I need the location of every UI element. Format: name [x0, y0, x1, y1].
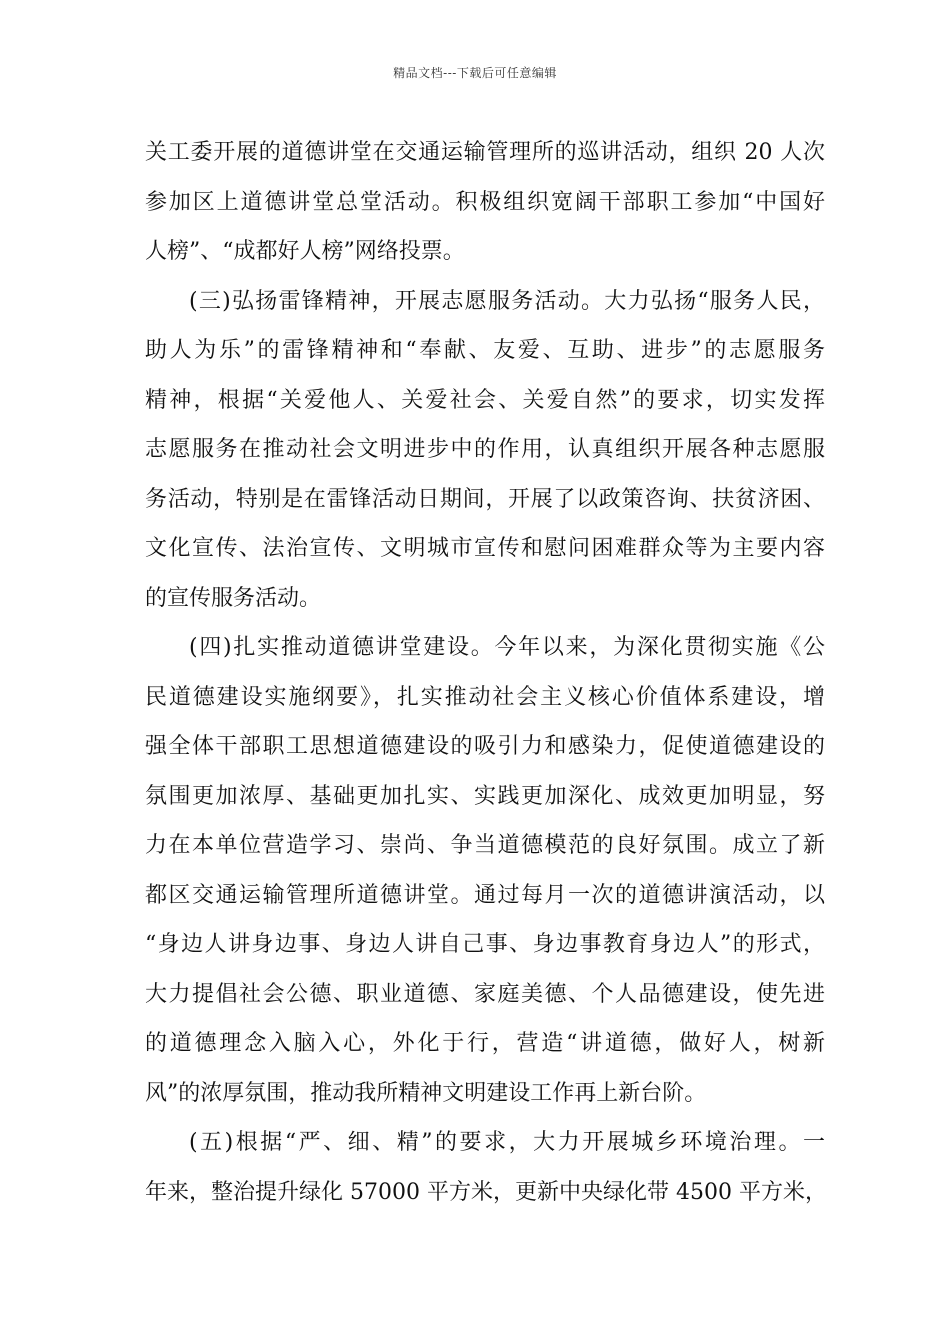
text-line: 的宣传服务活动。 — [145, 585, 322, 611]
text-line: 年来，整治提升绿化 57000 平方米，更新中央绿化带 4500 平方米， — [145, 1179, 827, 1205]
paragraph-start-line: (五)根据“严、细、精”的要求，大力开展城乡环境治理。一 — [189, 1130, 825, 1155]
text-line: 人榜”、“成都好人榜”网络投票。 — [145, 239, 465, 264]
text-line: 助人为乐”的雷锋精神和“奉献、友爱、互助、进步”的志愿服务 — [145, 338, 825, 363]
text-line: 务活动，特别是在雷锋活动日期间，开展了以政策咨询、扶贫济困、 — [145, 486, 825, 512]
paragraph-start-line: (三)弘扬雷锋精神，开展志愿服务活动。大力弘扬“服务人民， — [189, 288, 825, 314]
text-line: 大力提倡社会公德、职业道德、家庭美德、个人品德建设，使先进 — [145, 981, 825, 1007]
text-line: 风”的浓厚氛围，推动我所精神文明建设工作再上新台阶。 — [145, 1080, 707, 1106]
text-line: 文化宣传、法治宣传、文明城市宣传和慰问困难群众等为主要内容 — [145, 536, 825, 561]
paragraph-start-line: (四)扎实推动道德讲堂建设。今年以来，为深化贯彻实施《公 — [189, 635, 825, 660]
text-line: 参加区上道德讲堂总堂活动。积极组织宽阔干部职工参加“中国好 — [145, 189, 825, 215]
text-line: “身边人讲身边事、身边人讲自己事、身边事教育身边人”的形式， — [145, 932, 825, 957]
page-header: 精品文档---下载后可任意编辑 — [393, 66, 557, 80]
text-line: 精神，根据“关爱他人、关爱社会、关爱自然”的要求，切实发挥 — [145, 387, 825, 413]
text-line: 志愿服务在推动社会文明进步中的作用，认真组织开展各种志愿服 — [145, 437, 825, 462]
text-line: 关工委开展的道德讲堂在交通运输管理所的巡讲活动，组织 20 人次 — [145, 140, 825, 165]
text-line: 氛围更加浓厚、基础更加扎实、实践更加深化、成效更加明显，努 — [145, 783, 825, 809]
document-body — [145, 128, 825, 1217]
text-line: 的道德理念入脑入心，外化于行，营造“讲道德，做好人，树新 — [145, 1031, 825, 1056]
text-line: 民道德建设实施纲要》，扎实推动社会主义核心价值体系建设，增 — [145, 684, 825, 710]
text-line: 强全体干部职工思想道德建设的吸引力和感染力，促使道德建设的 — [145, 734, 825, 759]
text-line: 都区交通运输管理所道德讲堂。通过每月一次的道德讲演活动，以 — [145, 882, 825, 908]
text-line: 力在本单位营造学习、崇尚、争当道德模范的良好氛围。成立了新 — [145, 833, 825, 858]
